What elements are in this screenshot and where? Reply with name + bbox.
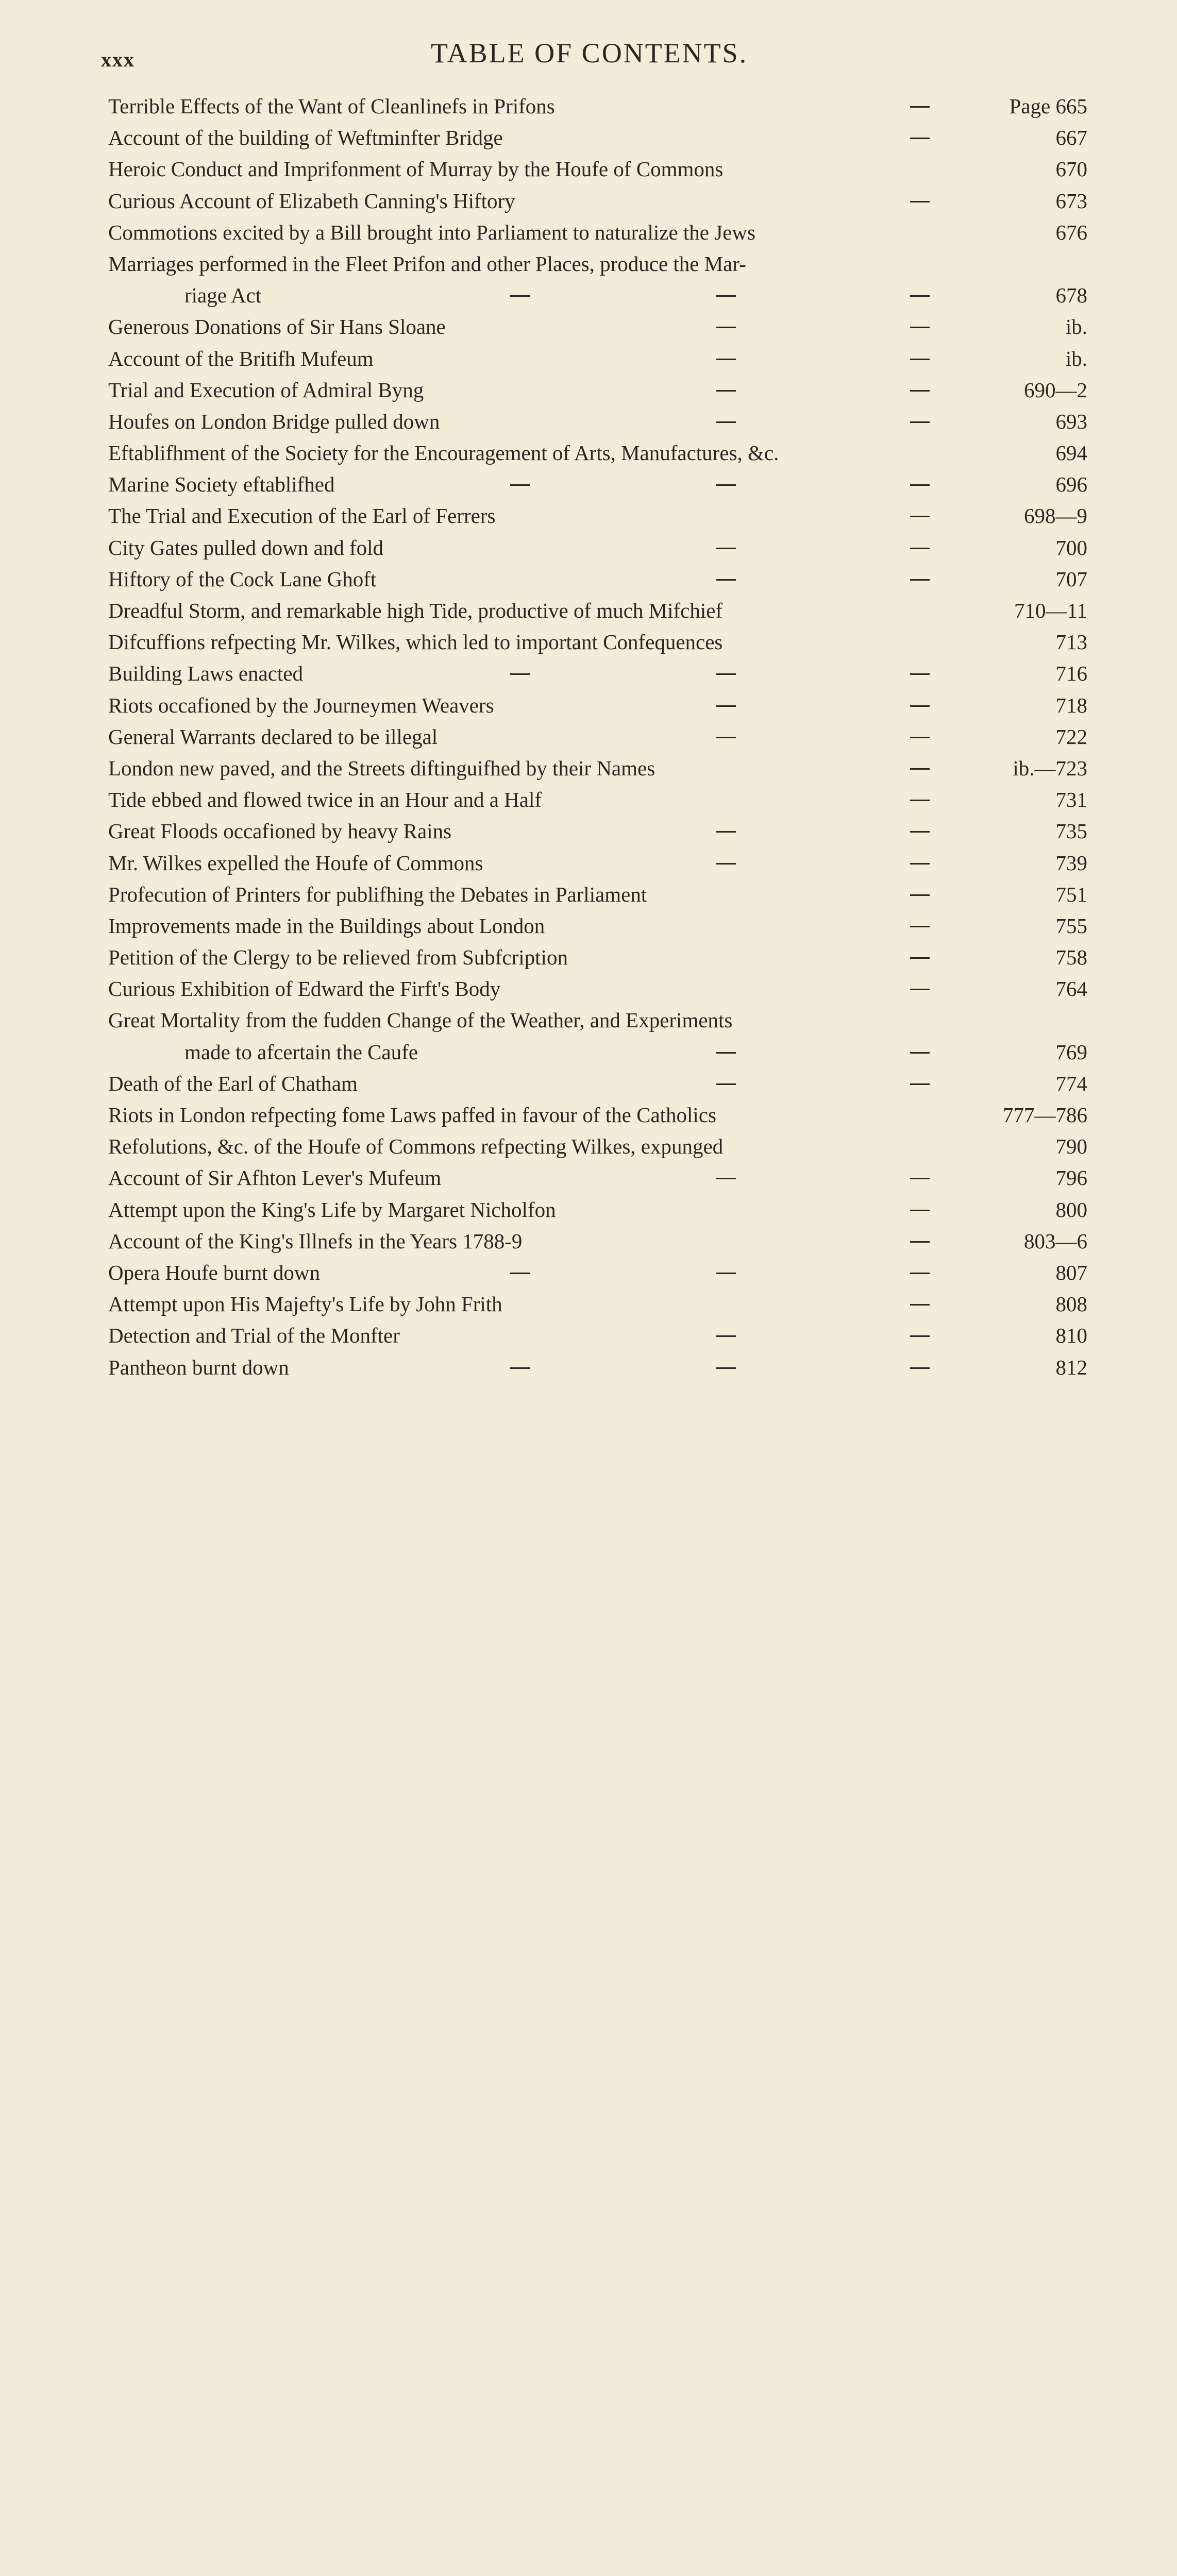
entry-title: Pantheon burnt down (108, 1352, 289, 1383)
leader-dash (910, 1210, 930, 1211)
contents-entry (108, 1068, 1087, 1099)
contents-entry (108, 1005, 1087, 1036)
leader-dash (510, 484, 530, 486)
leader-dash (716, 1083, 736, 1085)
contents-entry (108, 1226, 1087, 1257)
contents-entry (108, 1037, 1087, 1068)
contents-entry (108, 185, 1087, 217)
leader-dash (716, 673, 736, 675)
entry-page-number: 774 (953, 1068, 1087, 2576)
contents-list (108, 91, 1087, 1383)
entry-title: made to afcertain the Caufe (184, 1037, 418, 1068)
contents-entry (108, 753, 1087, 784)
entry-title: Terrible Effects of the Want of Cleanlinefs in Prifons (108, 91, 555, 122)
leader-dash (510, 1273, 530, 1274)
leader-dash (716, 1052, 736, 1054)
leader-dash (716, 327, 736, 328)
leader-dash (716, 579, 736, 581)
contents-entry (108, 626, 1087, 658)
entry-title: Heroic Conduct and Imprifonment of Murray by the Houfe of Commons (108, 154, 723, 185)
contents-entry (108, 91, 1087, 122)
leader-dash (716, 295, 736, 297)
leader-dash (716, 705, 736, 707)
entry-title: City Gates pulled down and fold (108, 532, 383, 564)
entry-page-number: ib.—723 (953, 753, 1087, 2403)
contents-entry (108, 690, 1087, 721)
entry-title: London new paved, and the Streets diftinguifhed by their Names (108, 753, 655, 784)
entry-page-number: 716 (953, 658, 1087, 2308)
entry-title: Dreadful Storm, and remarkable high Tide, productive of much Mifchief (108, 595, 722, 626)
leader-dash (716, 737, 736, 738)
entry-title: Account of the Britifh Mufeum (108, 343, 374, 375)
entry-title: Riots occafioned by the Journeymen Weavers (108, 690, 494, 721)
entry-page-number: 812 (953, 1352, 1087, 2576)
leader-dash (910, 1178, 930, 1179)
entry-title: Great Mortality from the fudden Change of the Weather, and Experiments (108, 1005, 732, 1036)
leader-dash (910, 359, 930, 360)
entry-title: Trial and Execution of Admiral Byng (108, 375, 424, 406)
entry-title: Eftablifhment of the Society for the Encouragement of Arts, Manufactures, &c. (108, 437, 779, 469)
entry-title: Houfes on London Bridge pulled down (108, 406, 440, 437)
contents-entry (108, 343, 1087, 375)
entry-page-number: 678 (953, 280, 1087, 1930)
contents-entry (108, 248, 1087, 280)
entry-page-number: 758 (953, 942, 1087, 2576)
entry-title: Petition of the Clergy to be relieved from Subfcription (108, 942, 568, 973)
entry-title: Curious Account of Elizabeth Canning's Hiftory (108, 185, 515, 217)
leader-dash (716, 359, 736, 360)
entry-page-number: 810 (953, 1320, 1087, 2576)
entry-title: Account of the King's Illnefs in the Years 1788-9 (108, 1226, 522, 1257)
entry-page-number: 807 (953, 1257, 1087, 2576)
entry-title: Hiftory of the Cock Lane Ghoft (108, 564, 376, 595)
leader-dash (910, 1335, 930, 1337)
contents-entry (108, 1194, 1087, 1226)
entry-page-number: 796 (953, 1162, 1087, 2576)
entry-page-number: 694 (953, 437, 1087, 2088)
entry-page-number: 777—786 (953, 1099, 1087, 2576)
contents-entry (108, 154, 1087, 185)
contents-entry (108, 375, 1087, 406)
entry-title: Building Laws enacted (108, 658, 303, 689)
entry-title: General Warrants declared to be illegal (108, 721, 438, 753)
leader-dash (910, 421, 930, 423)
leader-dash (716, 484, 736, 486)
entry-page-number: 790 (953, 1131, 1087, 2576)
leader-dash (910, 894, 930, 896)
entry-page-number: 803—6 (953, 1226, 1087, 2576)
leader-dash (716, 1273, 736, 1274)
entry-page-number: 676 (953, 217, 1087, 1867)
leader-dash (910, 138, 930, 139)
entry-title: Difcuffions refpecting Mr. Wilkes, which led to important Confequences (108, 626, 722, 658)
entry-page-number: 693 (953, 406, 1087, 2056)
entry-page-number: 751 (953, 879, 1087, 2529)
leader-dash (910, 800, 930, 801)
entry-page-number: ib. (953, 311, 1087, 1961)
entry-page-number: 718 (953, 690, 1087, 2340)
contents-entry (108, 217, 1087, 248)
contents-entry (108, 532, 1087, 564)
running-header (101, 32, 1080, 73)
entry-page-number: 764 (953, 973, 1087, 2576)
contents-entry (108, 1162, 1087, 1194)
entry-title: Account of the building of Weftminfter Bridge (108, 122, 503, 154)
leader-dash (716, 863, 736, 865)
leader-dash (716, 831, 736, 833)
leader-dash (910, 484, 930, 486)
leader-dash (910, 957, 930, 959)
entry-page-number: 698—9 (953, 500, 1087, 2150)
contents-entry (108, 784, 1087, 816)
entry-title: Great Floods occafioned by heavy Rains (108, 816, 451, 847)
leader-dash (510, 673, 530, 675)
leader-dash (910, 1367, 930, 1369)
leader-dash (910, 327, 930, 328)
entry-page-number: 690—2 (953, 375, 1087, 2025)
leader-dash (910, 1304, 930, 1306)
leader-dash (910, 390, 930, 392)
contents-entry (108, 595, 1087, 626)
entry-page-number: 808 (953, 1289, 1087, 2576)
entry-page-number: 707 (953, 564, 1087, 2214)
entry-title: Curious Exhibition of Edward the Firft's Body (108, 973, 500, 1005)
leader-dash (716, 1178, 736, 1179)
leader-dash (910, 673, 930, 675)
leader-dash (910, 926, 930, 927)
entry-page-number: 713 (953, 626, 1087, 2277)
entry-title: Attempt upon His Majefty's Life by John Frith (108, 1289, 502, 1320)
leader-dash (510, 1367, 530, 1369)
entry-title: riage Act (184, 280, 261, 311)
entry-title: Death of the Earl of Chatham (108, 1068, 358, 1099)
leader-dash (910, 1052, 930, 1054)
leader-dash (716, 548, 736, 549)
leader-dash (716, 1335, 736, 1337)
leader-dash (910, 295, 930, 297)
leader-dash (910, 201, 930, 202)
entry-page-number: Page 665 (953, 91, 1087, 1741)
entry-page-number: 700 (953, 532, 1087, 2182)
contents-entry (108, 942, 1087, 973)
entry-title: Marine Society eftablifhed (108, 469, 334, 500)
entry-page-number: 735 (953, 816, 1087, 2466)
entry-title: Refolutions, &c. of the Houfe of Commons refpecting Wilkes, expunged (108, 1131, 723, 1162)
entry-page-number: ib. (953, 343, 1087, 1993)
leader-dash (716, 421, 736, 423)
contents-entry (108, 437, 1087, 469)
entry-title: Improvements made in the Buildings about London (108, 910, 545, 942)
page-title: TABLE OF CONTENTS. (431, 37, 748, 69)
leader-dash (716, 1367, 736, 1369)
entry-page-number: 769 (953, 1037, 1087, 2576)
leader-dash (910, 1273, 930, 1274)
leader-dash (910, 831, 930, 833)
page-number: xxx (101, 47, 135, 72)
contents-entry (108, 1320, 1087, 1351)
contents-entry (108, 848, 1087, 879)
entry-page-number: 710—11 (953, 595, 1087, 2245)
leader-dash (910, 989, 930, 990)
leader-dash (910, 579, 930, 581)
entry-title: Riots in London refpecting fome Laws paffed in favour of the Catholics (108, 1099, 716, 1131)
leader-dash (510, 295, 530, 297)
entry-title: Generous Donations of Sir Hans Sloane (108, 311, 446, 343)
contents-entry (108, 311, 1087, 343)
entry-page-number: 731 (953, 784, 1087, 2434)
contents-entry (108, 469, 1087, 500)
entry-title: Commotions excited by a Bill brought into Parliament to naturalize the Jews (108, 217, 755, 248)
entry-page-number: 755 (953, 910, 1087, 2561)
leader-dash (910, 737, 930, 738)
contents-entry (108, 1099, 1087, 1131)
entry-page-number: 673 (953, 185, 1087, 1836)
contents-entry (108, 1352, 1087, 1383)
leader-dash (910, 768, 930, 770)
leader-dash (910, 1083, 930, 1085)
entry-page-number: 739 (953, 848, 1087, 2498)
contents-entry (108, 973, 1087, 1005)
contents-entry (108, 1257, 1087, 1289)
entry-title: Account of Sir Afhton Lever's Mufeum (108, 1162, 441, 1194)
entry-title: Mr. Wilkes expelled the Houfe of Commons (108, 848, 483, 879)
contents-entry (108, 1289, 1087, 1320)
contents-entry (108, 658, 1087, 689)
leader-dash (716, 390, 736, 392)
entry-page-number: 696 (953, 469, 1087, 2119)
leader-dash (910, 548, 930, 549)
entry-page-number: 722 (953, 721, 1087, 2371)
leader-dash (910, 516, 930, 517)
entry-page-number: 800 (953, 1194, 1087, 2576)
entry-title: Opera Houfe burnt down (108, 1257, 320, 1289)
contents-entry (108, 816, 1087, 847)
contents-entry (108, 564, 1087, 595)
contents-entry (108, 721, 1087, 753)
entry-title: Marriages performed in the Fleet Prifon and other Places, produce the Mar- (108, 248, 746, 280)
leader-dash (910, 705, 930, 707)
entry-page-number: 667 (953, 122, 1087, 1772)
contents-entry (108, 879, 1087, 910)
entry-title: Profecution of Printers for publifhing the Debates in Parliament (108, 879, 647, 910)
contents-entry (108, 406, 1087, 437)
entry-title: Attempt upon the King's Life by Margaret Nicholfon (108, 1194, 556, 1226)
entry-page-number: 670 (953, 154, 1087, 1804)
contents-entry (108, 122, 1087, 154)
contents-entry (108, 280, 1087, 311)
leader-dash (910, 106, 930, 108)
leader-dash (910, 863, 930, 865)
contents-entry (108, 500, 1087, 532)
contents-entry (108, 910, 1087, 942)
entry-title: Tide ebbed and flowed twice in an Hour and a Half (108, 784, 542, 816)
contents-entry (108, 1131, 1087, 1162)
leader-dash (910, 1241, 930, 1243)
entry-title: The Trial and Execution of the Earl of Ferrers (108, 500, 495, 532)
entry-title: Detection and Trial of the Monfter (108, 1320, 400, 1351)
